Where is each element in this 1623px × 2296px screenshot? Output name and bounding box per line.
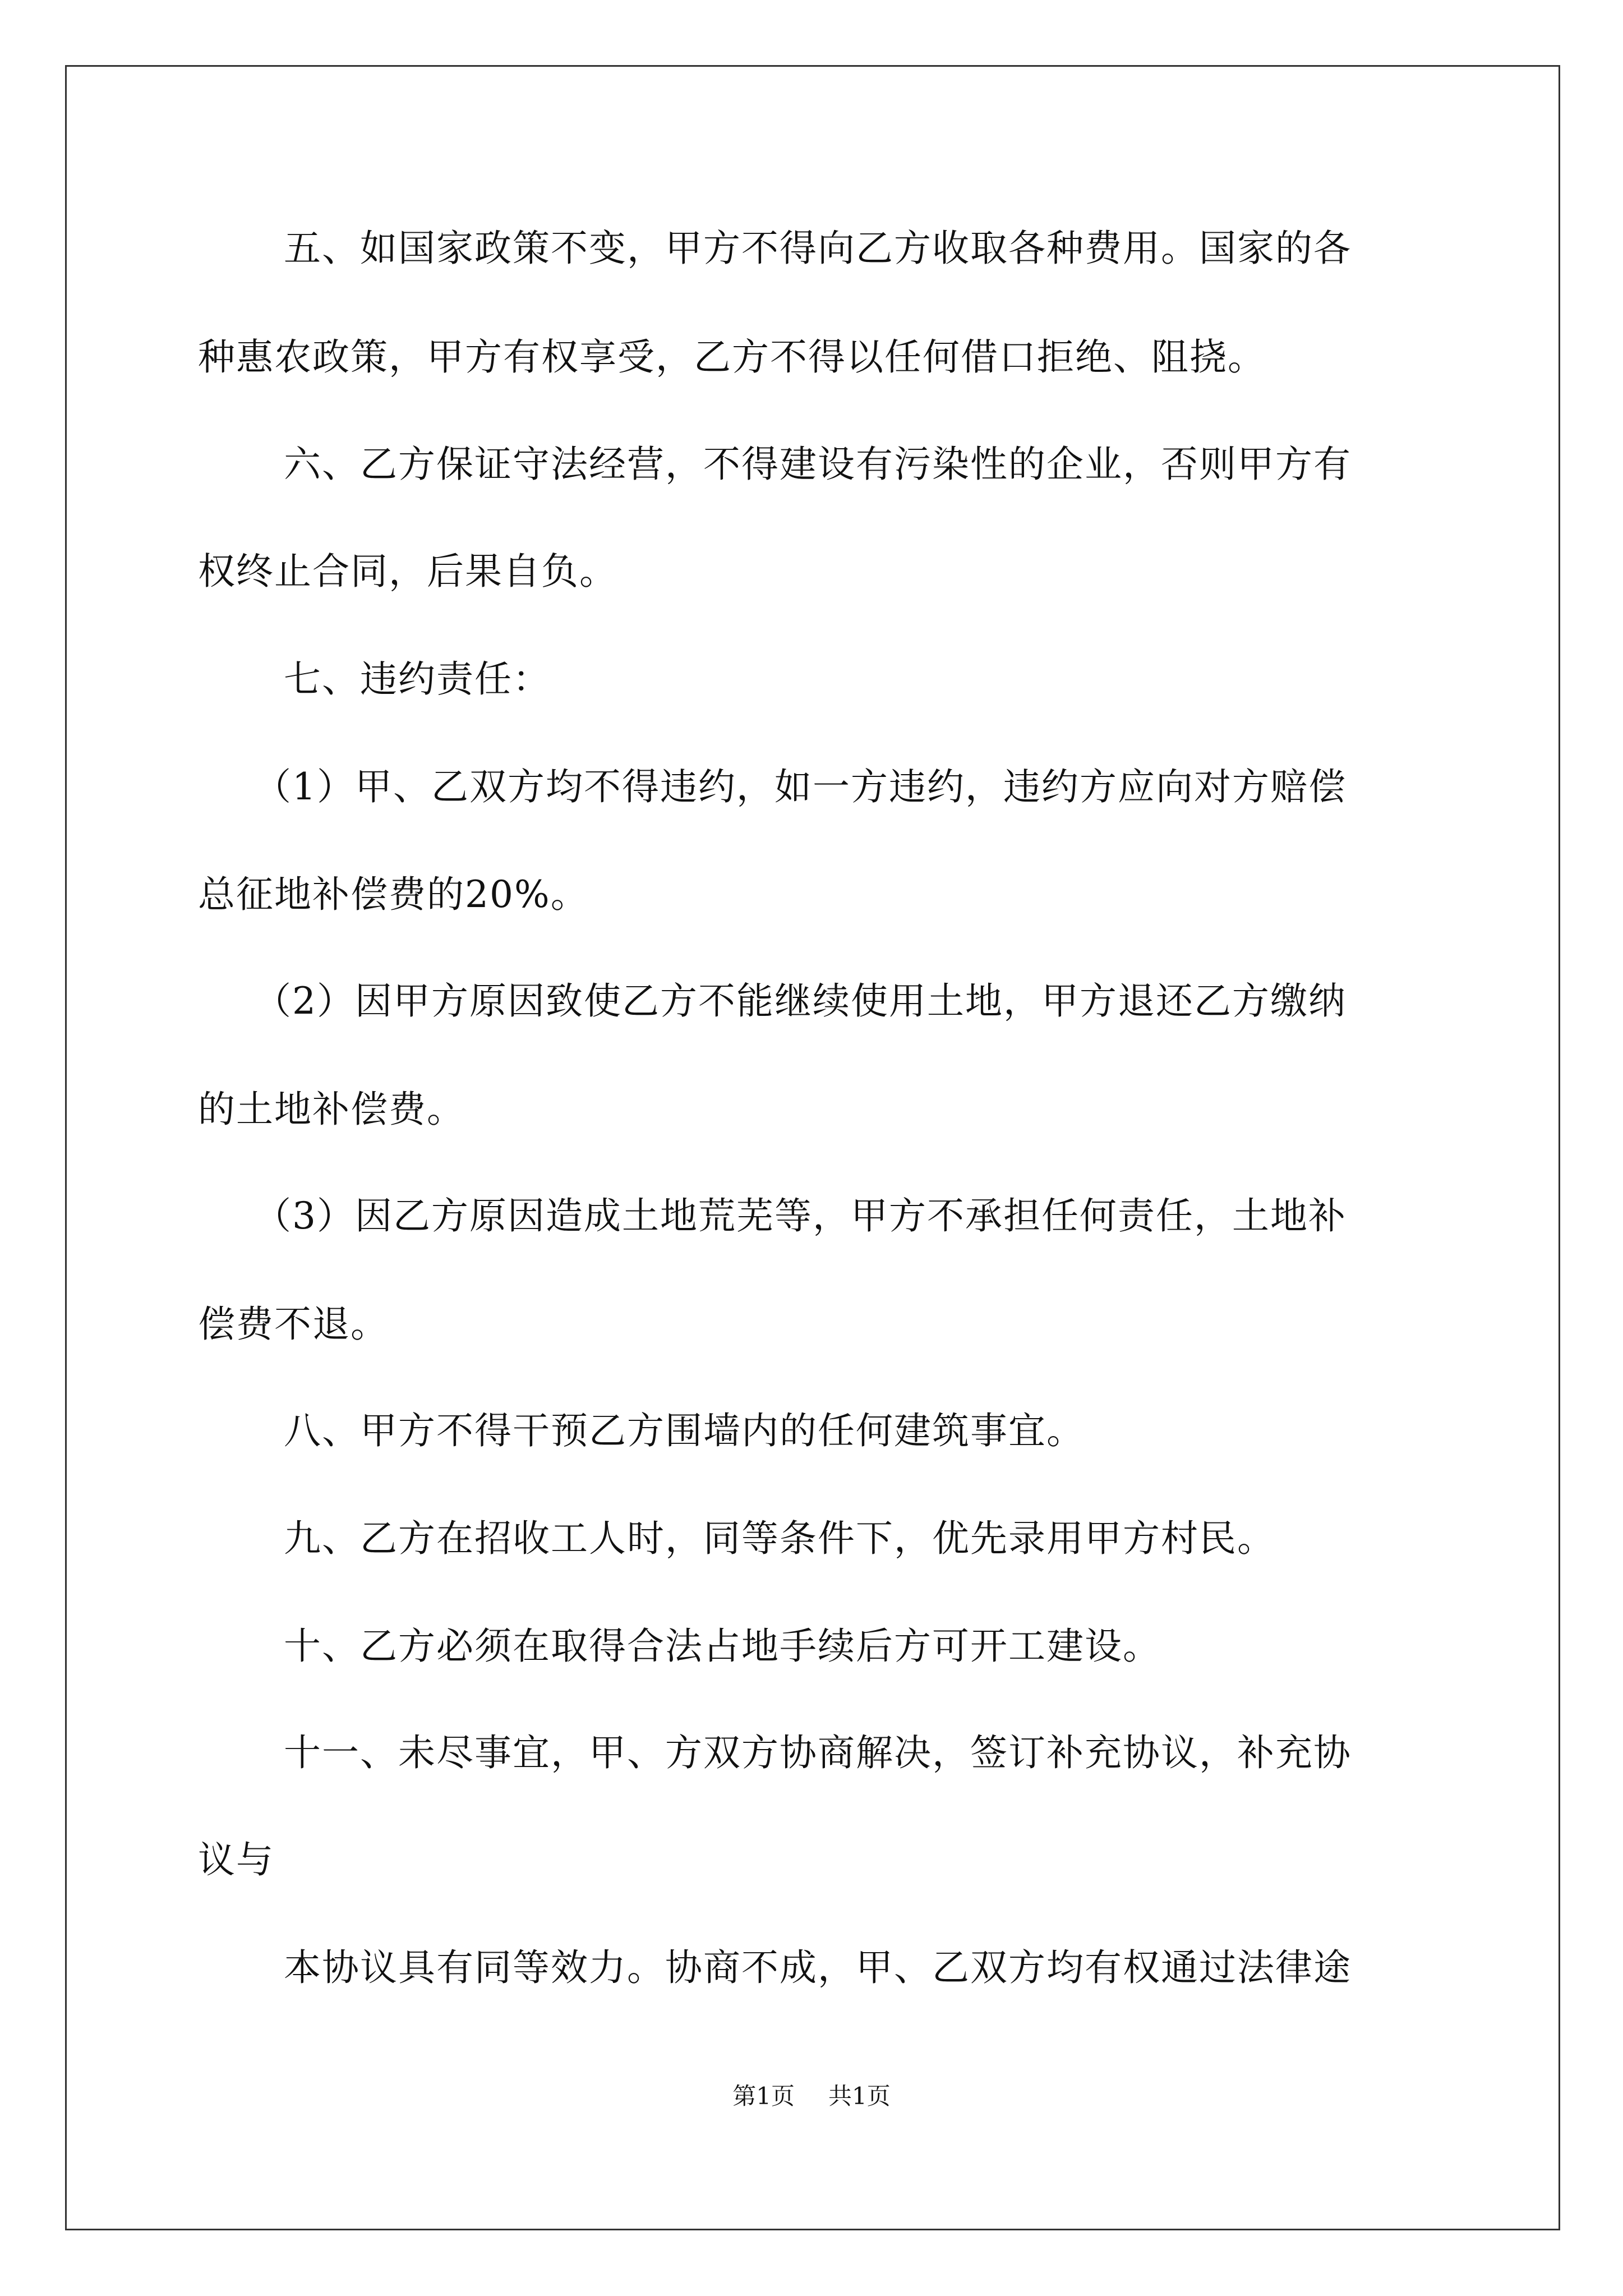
text-line: 权终止合同，后果自负。	[198, 550, 617, 593]
text-line: 六、乙方保证守法经营，不得建设有污染性的企业，否则甲方有	[284, 443, 1352, 486]
text-line: 偿费不退。	[198, 1303, 389, 1346]
text-line: （2）因甲方原因致使乙方不能继续使用土地，甲方退还乙方缴纳	[254, 979, 1347, 1023]
page-footer	[0, 2082, 1623, 2110]
page-total: 共1页	[828, 2082, 891, 2110]
text-line: （1）甲、乙双方均不得违约，如一方违约，违约方应向对方赔偿	[254, 765, 1347, 808]
page-border	[65, 65, 1560, 2230]
text-line: 种惠农政策，甲方有权享受，乙方不得以任何借口拒绝、阻挠。	[198, 335, 1266, 379]
text-line: 的土地补偿费。	[198, 1088, 465, 1131]
text-line: 总征地补偿费的20%。	[198, 873, 589, 916]
text-line: 五、如国家政策不变，甲方不得向乙方收取各种费用。国家的各	[284, 227, 1352, 270]
text-line: 本协议具有同等效力。协商不成，甲、乙双方均有权通过法律途	[284, 1946, 1352, 1989]
text-line: 七、违约责任：	[284, 657, 551, 701]
text-line: （3）因乙方原因造成土地荒芜等，甲方不承担任何责任，土地补	[254, 1194, 1347, 1237]
text-line: 十、乙方必须在取得合法占地手续后方可开工建设。	[284, 1625, 1161, 1668]
text-line: 十一、未尽事宜，甲、方双方协商解决，签订补充协议，补充协	[284, 1731, 1352, 1774]
text-line: 议与	[198, 1838, 274, 1881]
text-line: 八、甲方不得干预乙方围墙内的任何建筑事宜。	[284, 1409, 1085, 1452]
page-number: 第1页	[732, 2082, 795, 2110]
text-line: 九、乙方在招收工人时，同等条件下，优先录用甲方村民。	[284, 1517, 1275, 1560]
